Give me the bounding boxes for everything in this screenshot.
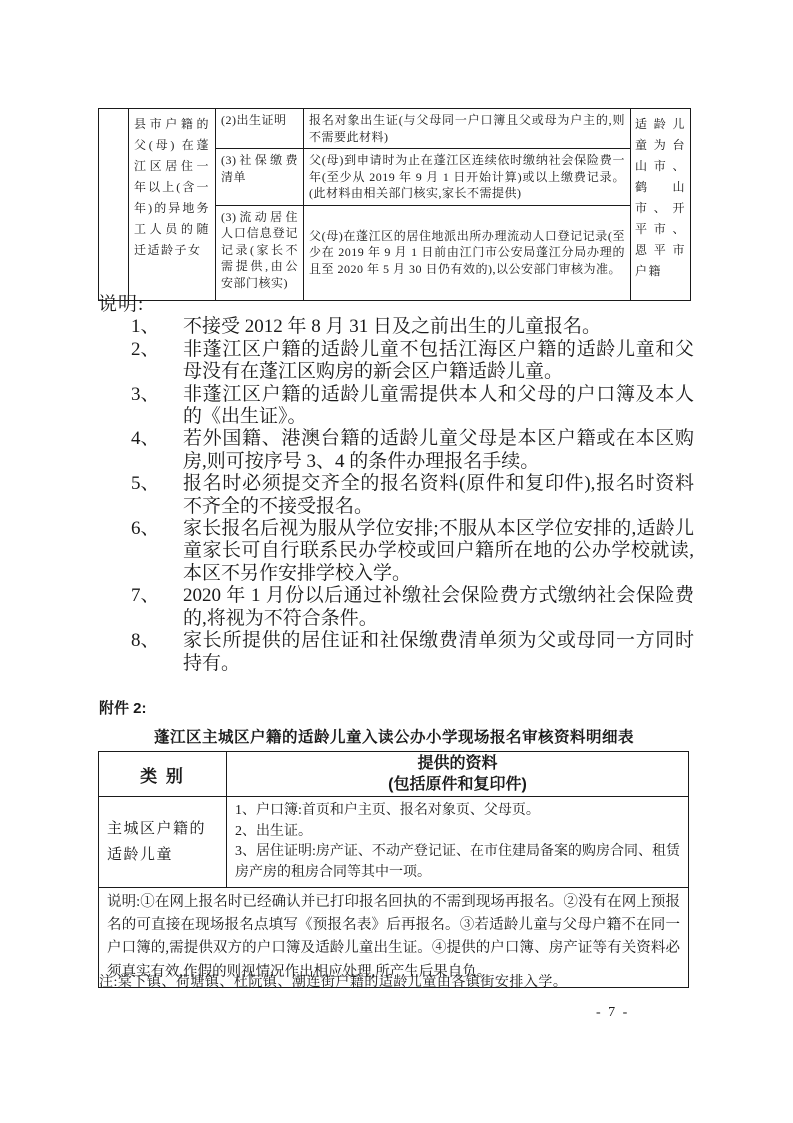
attachment-label: 附件 2: xyxy=(99,700,147,717)
material-item: 1、户口簿:首页和户主页、报名对象页、父母页。 xyxy=(235,803,540,818)
attachment-table xyxy=(98,751,689,988)
continuation-table xyxy=(98,108,691,301)
applicant-category-cell: 县市户籍的父(母) 在蓬江区居住一年以上(含一年)的异地务工人员的随迁适龄子女 xyxy=(129,109,216,301)
table-row xyxy=(99,109,691,149)
note-text: 家长所提供的居住证和社保缴费清单须为父或母同一方同时持有。 xyxy=(183,630,694,674)
note-number: 1、 xyxy=(131,316,160,338)
table-row xyxy=(99,797,689,888)
note-text: 2020 年 1 月份以后通过补缴社会保险费方式缴纳社会保险费的,将视为不符合条件。 xyxy=(183,585,694,629)
page-number: - 7 - xyxy=(596,1005,630,1020)
note-item xyxy=(131,473,694,518)
material-desc-cell: 父(母)到申请时为止在蓬江区连续依时缴纳社会保险费一年(至少从 2019 年 9 月 1 日开始计算)或以上缴费记录。(此材料由相关部门核实,家长不需提供) xyxy=(304,149,631,206)
material-name-cell: (2)出生证明 xyxy=(216,109,304,149)
note-text: 不接受 2012 年 8 月 31 日及之前出生的儿童报名。 xyxy=(183,316,602,338)
category-column-header: 类 别 xyxy=(99,752,227,797)
category-cell: 主城区户籍的适龄儿童 xyxy=(99,797,227,888)
note-item xyxy=(131,630,694,675)
note-text: 非蓬江区户籍的适龄儿童需提供本人和父母的户口簿及本人的《出生证》。 xyxy=(183,383,694,428)
note-number: 6、 xyxy=(131,518,160,540)
row-index-cell xyxy=(99,109,129,301)
material-desc-cell: 报名对象出生证(与父母同一户口簿且父或母为户主的,则不需要此材料) xyxy=(304,109,631,149)
note-text: 非蓬江区户籍的适龄儿童不包括江海区户籍的适龄儿童和父母没有在蓬江区购房的新会区户籍适龄儿童。 xyxy=(183,338,694,383)
note-text: 若外国籍、港澳台籍的适龄儿童父母是本区户籍或在本区购房,则可按序号 3、4 的条件办理报名手续。 xyxy=(183,428,694,472)
note-text: 家长报名后视为服从学位安排;不服从本区学位安排的,适龄儿童家长可自行联系民办学校或回户籍所在地的公办学校就读,本区不另作安排学校入学。 xyxy=(183,518,694,584)
notes-heading: 说明: xyxy=(98,294,145,315)
note-item xyxy=(131,428,694,473)
material-name-cell: (3)流动居住人口信息登记记录(家长不需提供,由公安部门核实) xyxy=(216,205,304,300)
note-item xyxy=(131,339,694,384)
bottom-note: 注:棠下镇、荷塘镇、杜阮镇、潮连街户籍的适龄儿童由各镇街安排入学。 xyxy=(99,975,568,990)
table-header-row xyxy=(99,752,689,797)
notes-section xyxy=(98,294,694,675)
note-number: 3、 xyxy=(131,383,160,405)
materials-header-line2: (包括原件和复印件) xyxy=(388,776,527,793)
note-item xyxy=(131,585,694,630)
materials-header-line1: 提供的资料 xyxy=(417,755,498,772)
attachment-title: 蓬江区主城区户籍的适龄儿童入读公办小学现场报名审核资料明细表 xyxy=(153,729,634,746)
material-name-cell: (3)社保缴费清单 xyxy=(216,149,304,206)
material-item: 2、出生证。 xyxy=(235,823,312,839)
scope-note-cell: 适龄儿童为台山市、鹤山市、开平市、恩平市户籍 xyxy=(631,109,691,301)
material-item: 3、居住证明:房产证、不动产登记证、在市住建局备案的购房合同、租赁房产房的租房合同等其中一项。 xyxy=(235,844,680,880)
note-number: 2、 xyxy=(131,338,160,360)
note-number: 4、 xyxy=(131,428,160,450)
materials-cell xyxy=(227,797,689,888)
note-item xyxy=(131,518,694,585)
table-footnote-cell: 说明:①在网上报名时已经确认并已打印报名回执的不需到现场再报名。②没有在网上预报名的可直接在现场报名点填写《预报名表》后再报名。③若适龄儿童与父母户籍不在同一户口簿的,需提供双方的户口簿及适龄儿童出生证。④提供的户口簿、房产证等有关资料必须真实有效,作假的则视情况作出相应处理,所产生后果自负。 xyxy=(99,888,689,988)
note-number: 7、 xyxy=(131,585,160,607)
material-desc-cell: 父(母)在蓬江区的居住地派出所办理流动人口登记记录(至少在 2019 年 9 月 1 日前由江门市公安局蓬江分局办理的且至 2020 年 5 月 30 日仍有效的),以公安部门审核为准。 xyxy=(304,205,631,300)
note-number: 8、 xyxy=(131,630,160,652)
note-item xyxy=(131,316,694,338)
materials-column-header xyxy=(227,752,689,797)
note-text: 报名时必须提交齐全的报名资料(原件和复印件),报名时资料不齐全的不接受报名。 xyxy=(183,473,694,517)
note-item xyxy=(131,384,694,429)
note-number: 5、 xyxy=(131,473,160,495)
